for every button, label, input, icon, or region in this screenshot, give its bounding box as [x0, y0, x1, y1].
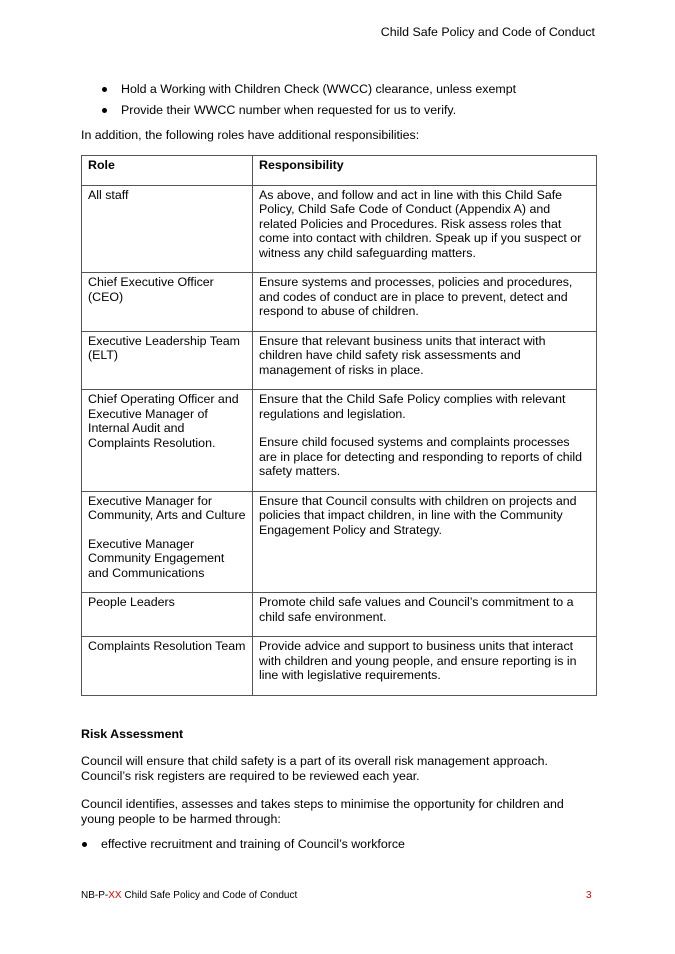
responsibility-text-2: Ensure child focused systems and complaints processes are in place for detecting and responding to reports of child safety matters. [259, 435, 583, 478]
role-cell [82, 491, 253, 593]
table-row [82, 593, 597, 637]
responsibility-cell [253, 390, 597, 492]
responsibility-cell [253, 273, 597, 332]
role-text: Executive Leadership Team (ELT) [88, 333, 240, 362]
role-text: People Leaders [88, 595, 175, 609]
requirements-list [100, 82, 620, 123]
intro-paragraph: In addition, the following roles have additional responsibilities: [81, 128, 420, 142]
column-header-responsibility: Responsibility [253, 156, 597, 186]
footer-suffix: Child Safe Policy and Code of Conduct [121, 890, 298, 901]
table-row [82, 491, 597, 593]
responsibility-text: Provide advice and support to business units that interact with children and young people, and ensure reporting is in line with legislative requirements. [259, 639, 577, 682]
role-text: Chief Operating Officer and Executive Manager of Internal Audit and Complaints Resolution. [88, 392, 239, 450]
list-item: Hold a Working with Children Check (WWCC) clearance, unless exempt [100, 82, 620, 97]
role-text: Chief Executive Officer (CEO) [88, 275, 214, 304]
footer-document-title [81, 889, 297, 904]
responsibility-text: Ensure that the Child Safe Policy complies with relevant regulations and legislation. [259, 392, 566, 421]
role-text: All staff [88, 187, 129, 202]
role-text-2: Executive Manager Community Engagement and Communications [88, 536, 225, 580]
responsibility-text: Ensure systems and processes, policies and procedures, and codes of conduct are in place to prevent, detect and respond to abuse of children. [259, 275, 573, 318]
responsibilities-table [81, 155, 597, 696]
column-header-role: Role [82, 156, 253, 186]
responsibility-text: Ensure that Council consults with children on projects and policies that impact children, in line with the Community Engagement Policy and Strategy. [259, 493, 577, 537]
role-cell [82, 331, 253, 390]
page-header-title: Child Safe Policy and Code of Conduct [380, 25, 595, 39]
table-row [82, 185, 597, 273]
responsibility-text: As above, and follow and act in line with this Child Safe Policy, Child Safe Code of Conduct (Appendix A) and related Policies and Procedures. Risk assess roles that come into contact with children. Speak up if you suspect or witness any child safeguarding matters. [259, 187, 582, 260]
responsibility-text: Promote child safe values and Council’s commitment to a child safe environment. [259, 595, 574, 624]
role-cell [82, 390, 253, 492]
table-row [82, 273, 597, 332]
footer-prefix: NB-P- [81, 890, 109, 901]
role-cell [82, 593, 253, 637]
risk-list [81, 837, 581, 852]
section-heading-risk-assessment: Risk Assessment [81, 727, 184, 741]
role-text: Complaints Resolution Team [88, 639, 246, 653]
responsibility-cell [253, 637, 597, 696]
responsibility-cell [253, 593, 597, 637]
role-text: Executive Manager for Community, Arts and Culture [88, 493, 246, 522]
role-cell [82, 273, 253, 332]
table-header-row [82, 156, 597, 186]
list-item: effective recruitment and training of Council’s workforce [81, 837, 581, 852]
list-item: Provide their WWCC number when requested for us to verify. [100, 103, 620, 118]
responsibility-cell [253, 491, 597, 593]
responsibility-cell [253, 185, 597, 273]
footer-code: XX [108, 890, 122, 901]
responsibility-cell [253, 331, 597, 390]
risk-paragraph-2: Council identifies, assesses and takes steps to minimise the opportunity for children and young people to be harmed through: [81, 797, 564, 826]
table-row [82, 637, 597, 696]
page-number: 3 [586, 890, 592, 901]
responsibility-text: Ensure that relevant business units that interact with children have child safety risk assessments and management of risks in place. [259, 333, 546, 377]
table-row [82, 331, 597, 390]
risk-paragraph-1: Council will ensure that child safety is a part of its overall risk management approach. Council’s risk registers are required to be reviewed each year. [81, 754, 548, 783]
role-cell [82, 185, 253, 273]
table-row [82, 390, 597, 492]
role-cell [82, 637, 253, 696]
